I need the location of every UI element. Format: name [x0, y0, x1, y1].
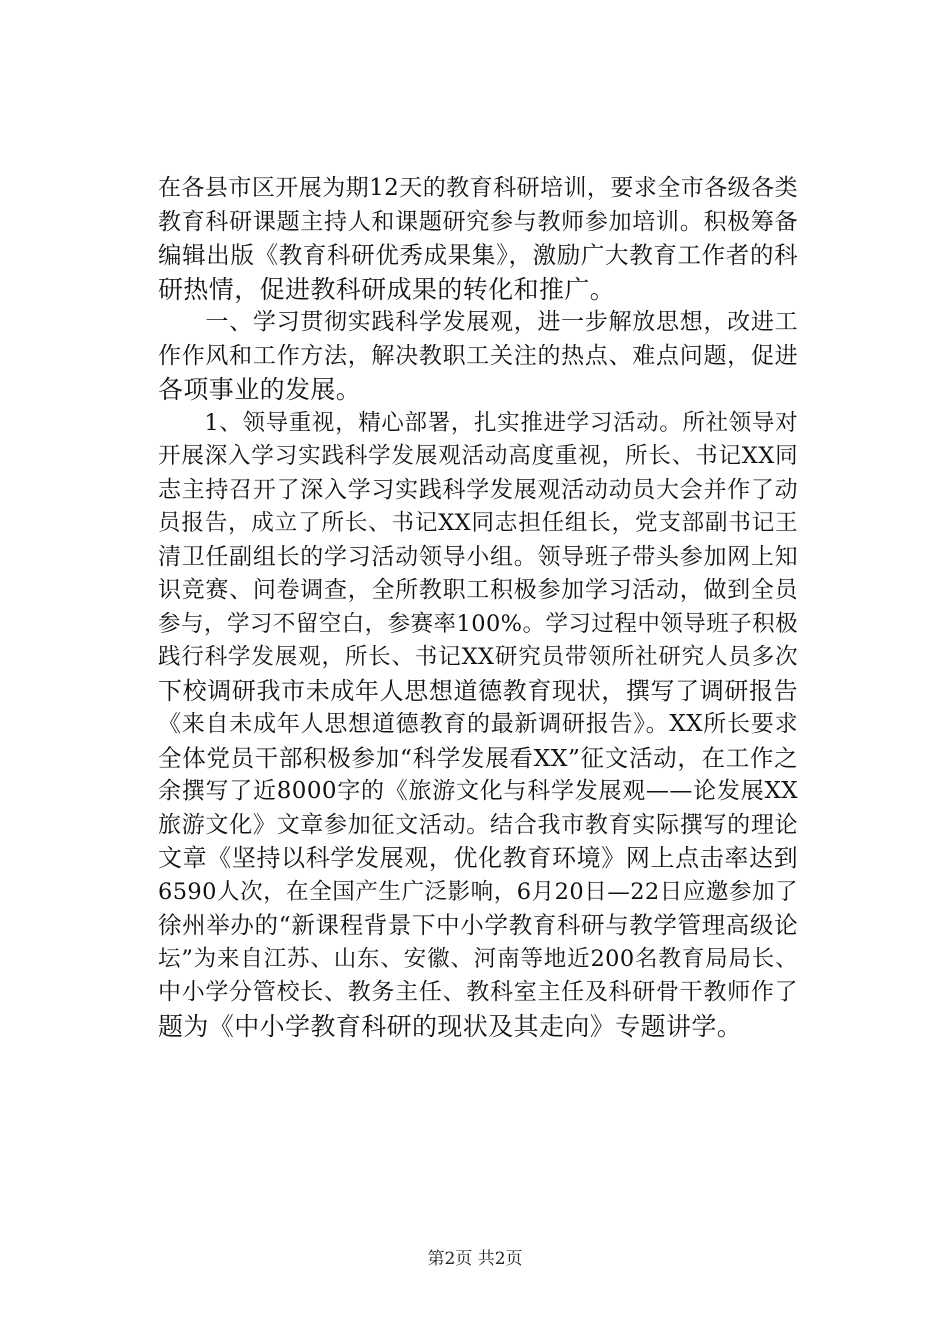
- text-line: 坛”为来自江苏、山东、安徽、河南等地近200名教育局局长、: [158, 945, 798, 972]
- text-line: 《来自未成年人思想道德教育的最新调研报告》。XX所长要求: [158, 711, 798, 737]
- text-line: 各项事业的发展。: [158, 375, 362, 404]
- text-line: 一、学习贯彻实践科学发展观，进一步解放思想，改进工: [158, 309, 798, 335]
- text-line: 作作风和工作方法，解决教职工关注的热点、难点问题，促进: [158, 342, 798, 369]
- text-line: 编辑出版《教育科研优秀成果集》，激励广大教育工作者的科: [158, 241, 798, 269]
- text-line: 1、领导重视，精心部署，扎实推进学习活动。所社领导对: [158, 409, 798, 436]
- text-line: 研热情，促进教科研成果的转化和推广。: [158, 274, 616, 304]
- text-line: 在各县市区开展为期12天的教育科研培训，要求全市各级各类: [158, 175, 798, 201]
- text-line: 题为《中小学教育科研的现状及其走向》专题讲学。: [158, 1011, 743, 1041]
- text-line: 员报告，成立了所长、书记XX同志担任组长，党支部副书记王: [158, 510, 798, 536]
- text-line: 余撰写了近8000字的《旅游文化与科学发展观——论发展XX: [158, 778, 798, 804]
- text-line: 徐州举办的“新课程背景下中小学教育科研与教学管理高级论: [158, 911, 798, 939]
- text-line: 中小学分管校长、教务主任、教科室主任及科研骨干教师作了: [158, 979, 798, 1005]
- text-line: 旅游文化》文章参加征文活动。结合我市教育实际撰写的理论: [158, 811, 798, 838]
- text-line: 参与，学习不留空白，参赛率100%。学习过程中领导班子积极: [158, 610, 798, 637]
- text-line: 全体党员干部积极参加“科学发展看XX”征文活动，在工作之: [158, 743, 798, 772]
- page-number-label: 第2页 共2页: [427, 1249, 523, 1269]
- text-line: 下校调研我市未成年人思想道德教育现状，撰写了调研报告: [158, 676, 798, 705]
- page-footer: [0, 1244, 950, 1269]
- text-line: 清卫任副组长的学习活动领导小组。领导班子带头参加网上知: [158, 543, 798, 570]
- text-line: 6590人次，在全国产生广泛影响，6月20日—22日应邀参加了: [158, 878, 798, 905]
- text-line: 开展深入学习实践科学发展观活动高度重视，所长、书记XX同: [158, 443, 798, 469]
- document-body: [158, 172, 798, 1043]
- text-line: 教育科研课题主持人和课题研究参与教师参加培训。积极筹备: [158, 208, 798, 235]
- text-line: 践行科学发展观，所长、书记XX研究员带领所社研究人员多次: [158, 644, 798, 670]
- text-line: 识竞赛、问卷调查，全所教职工积极参加学习活动，做到全员: [158, 577, 798, 603]
- text-line: 志主持召开了深入学习实践科学发展观活动动员大会并作了动: [158, 476, 798, 503]
- text-line: 文章《坚持以科学发展观，优化教育环境》网上点击率达到: [158, 844, 798, 872]
